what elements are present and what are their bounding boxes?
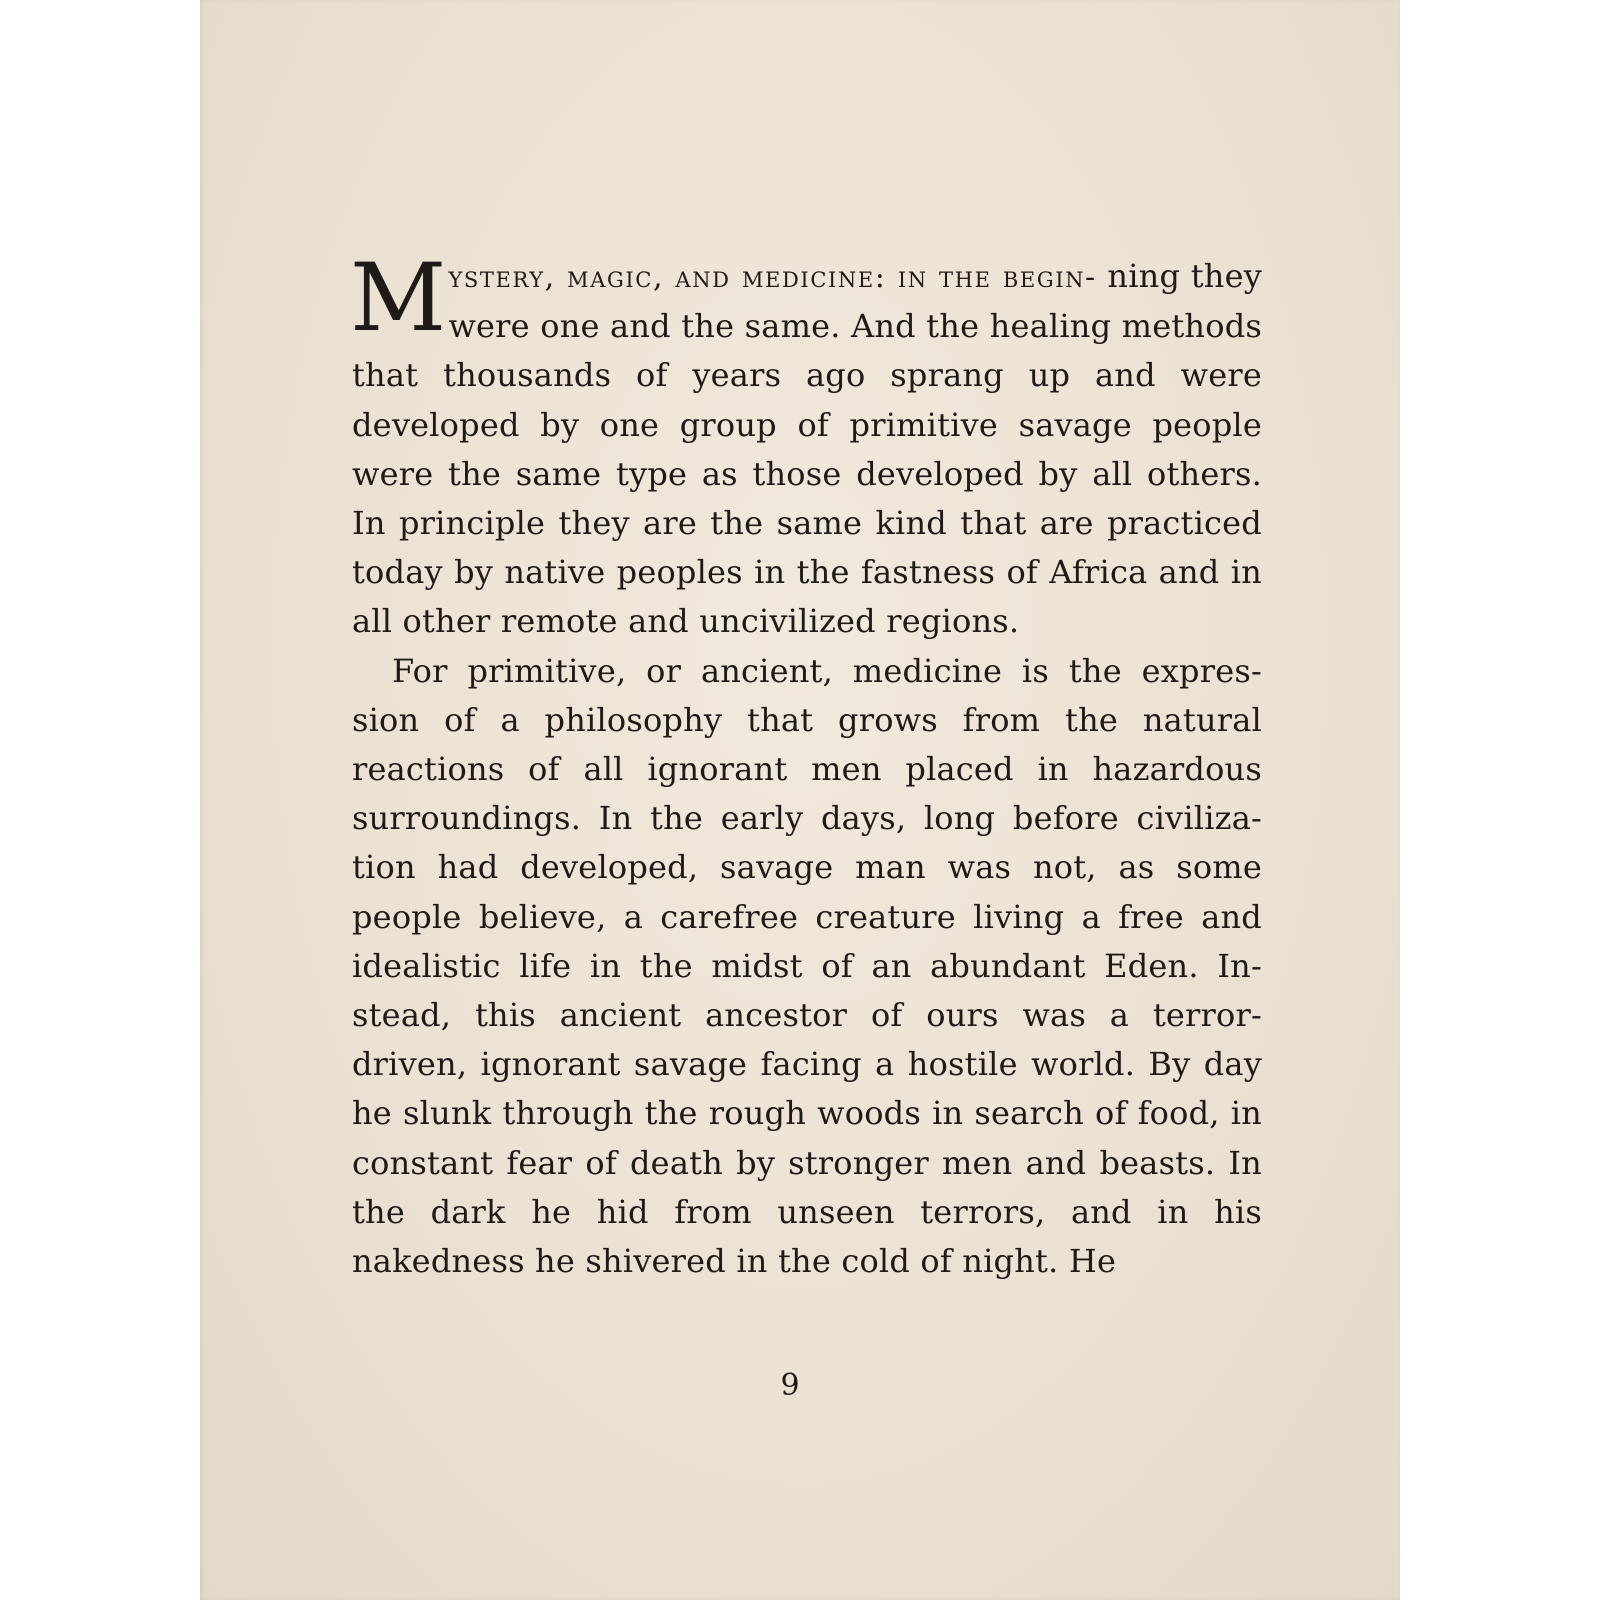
paragraph-1-text: ning they were one and the same. And the healing methods that thousands of years ago sprang up and were developed by one group of primitive savage people were the same type as those developed by all others. In principle they are the same kind that are practiced today by native peoples in the fastness of Africa and in all other remote and uncivilized regions. bbox=[352, 257, 1263, 641]
paragraph-1 bbox=[350, 244, 1263, 647]
body-text bbox=[350, 244, 1263, 1286]
drop-cap: M bbox=[350, 244, 447, 353]
page-number: 9 bbox=[780, 1368, 800, 1403]
paragraph-2: For primitive, or ancient, medicine is the expres-sion of a philosophy that grows from the natural reactions of all ignorant men placed in hazardous surroundings. In the early days, long before civiliza-tion had developed, savage man was not, as some people believe, a carefree creature living a free and idealistic life in the midst of an abundant Eden. In-stead, this ancient ancestor of ours was a terror-driven, ignorant savage facing a hostile world. By day he slunk through the rough woods in search of food, in constant fear of death by stronger men and beasts. In the dark he hid from unseen terrors, and in his nakedness he shivered in the cold of night. He bbox=[352, 651, 1262, 1281]
opening-small-caps: ystery, magic, and medicine: in the begin- bbox=[448, 260, 1097, 295]
